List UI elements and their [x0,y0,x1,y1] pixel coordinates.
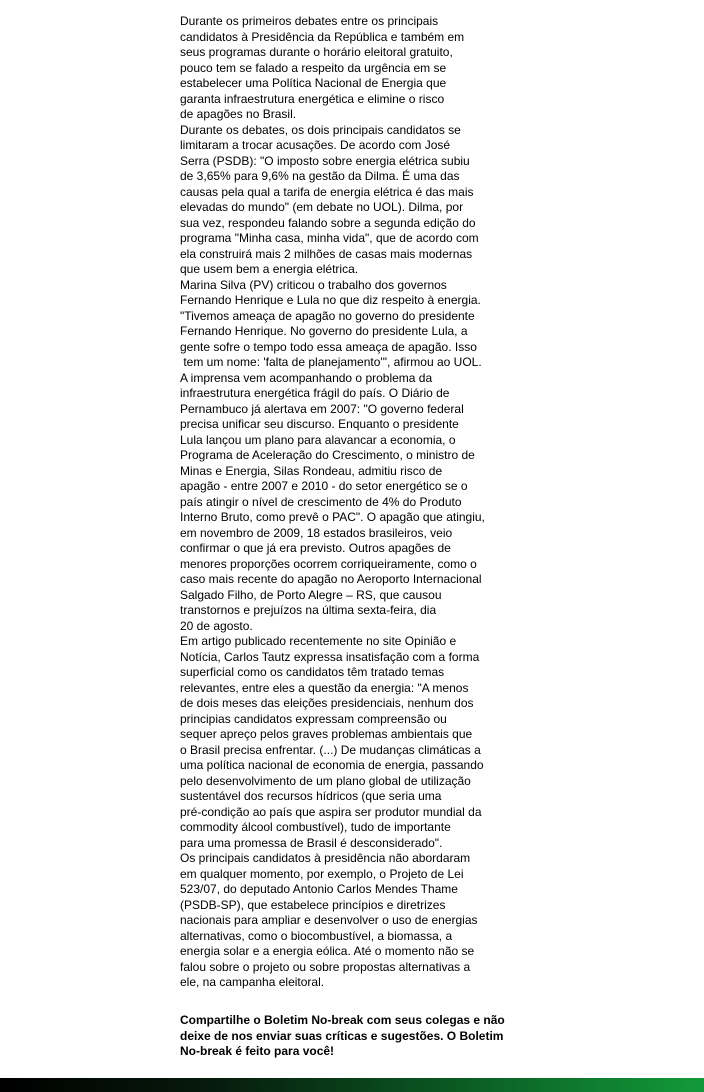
closing-line: No-break é feito para você! [180,1044,335,1058]
article-line: "Tivemos ameaça de apagão no governo do presidente [180,308,475,323]
article-line: em novembro de 2009, 18 estados brasileiros, veio [180,525,453,540]
article-line: Minas e Energia, Silas Rondeau, admitiu risco de [180,463,443,478]
article-line: gente sofre o tempo todo essa ameaça de apagão. Isso [180,339,477,354]
article-line: Pernambuco já alertava em 2007: "O governo federal [180,401,464,416]
article-line: garanta infraestrutura energética e elimine o risco [180,91,445,106]
article-line: seus programas durante o horário eleitoral gratuito, [180,45,453,59]
article-line: relevantes, entre eles a questão da energia: "A menos [180,680,469,695]
article-line: menores proporções ocorrem corriqueiramente, como o [180,556,477,571]
article-line: pelo desenvolvimento de um plano global de utilização [180,773,471,788]
article-line: Lula lançou um plano para alavancar a economia, o [180,432,456,447]
article-line: sua vez, respondeu falando sobre a segunda edição do [180,215,476,230]
article-line: transtornos e prejuízos na última sexta-feira, dia [180,603,437,617]
article-line: que usem bem a energia elétrica. [180,262,359,276]
article-line: em qualquer momento, por exemplo, o Projeto de Lei [180,866,464,881]
article-line: Durante os primeiros debates entre os principais [180,14,439,28]
article-line: causas pela qual a tarifa de energia elétrica é das mais [180,184,474,199]
article-line: 523/07, do deputado Antonio Carlos Mendes Thame [180,882,458,896]
article-line: Programa de Aceleração do Crescimento, o ministro de [180,448,475,462]
closing-line: Compartilhe o Boletim No-break com seus colegas e não [180,1013,505,1027]
article-line: (PSDB-SP), que estabelece princípios e diretrizes [180,897,446,912]
article-line: para uma promessa de Brasil é desconsiderado". [180,835,443,850]
article-line: sequer apreço pelos graves problemas ambientais que [180,727,473,741]
article-line: confirmar o que já era previsto. Outros apagões de [180,541,451,555]
article-line: de 3,65% para 9,6% na gestão da Dilma. É uma das [180,169,460,183]
article-line: Em artigo publicado recentemente no site Opinião e [180,634,457,648]
article-line: Fernando Henrique. No governo do presidente Lula, a [180,324,468,338]
footer-gradient-bar [0,1078,704,1092]
article-line: precisa unificar seu discurso. Enquanto o presidente [180,417,459,431]
article-line: programa "Minha casa, minha vida", que de acordo com [180,231,479,245]
article-line: de apagões no Brasil. [180,107,297,121]
article-line: energia solar e a energia eólica. Até o momento não se [180,944,475,958]
article-line: Marina Silva (PV) criticou o trabalho dos governos [180,277,447,292]
article-line: candidatos à Presidência da República e também em [180,29,465,44]
article-line: elevadas do mundo" (em debate no UOL). Dilma, por [180,200,464,214]
article-body [180,14,510,991]
article-line: A imprensa vem acompanhando o problema da [180,370,433,385]
article-line: caso mais recente do apagão no Aeroporto Internacional [180,572,482,586]
article-line: infraestrutura energética frágil do país. O Diário de [180,386,450,400]
article-line: nacionais para ampliar e desenvolver o uso de energias [180,913,478,927]
article-line: Salgado Filho, de Porto Alegre – RS, que causou [180,587,442,602]
article-line: Fernando Henrique e Lula no que diz respeito à energia. [180,293,481,307]
article-line: de dois meses das eleições presidenciais, nenhum dos [180,696,474,710]
article-line: Os principais candidatos à presidência não abordaram [180,851,471,865]
article-line: o Brasil precisa enfrentar. (...) De mudanças climáticas a [180,742,481,757]
article-line: commodity álcool combustível), tudo de importante [180,820,451,834]
closing-call-to-action [180,1013,510,1060]
article-line: ele, na campanha eleitoral. [180,975,325,989]
article-line: ela construirá mais 2 milhões de casas mais modernas [180,246,473,261]
article-line: estabelecer uma Política Nacional de Energia que [180,76,447,90]
article-line: Serra (PSDB): "O imposto sobre energia elétrica subiu [180,153,470,168]
article-line: superficial como os candidatos têm tratado temas [180,665,445,679]
article-line: Durante os debates, os dois principais candidatos se [180,122,461,137]
article-line: alternativas, como o biocombustível, a biomassa, a [180,928,453,943]
article-line: pré-condição ao país que aspira ser produtor mundial da [180,804,482,819]
article-line: uma política nacional de economia de energia, passando [180,758,484,772]
article-line: Notícia, Carlos Tautz expressa insatisfação com a forma [180,649,480,664]
article-line: apagão - entre 2007 e 2010 - do setor energético se o [180,479,468,493]
article-line: pouco tem se falado a respeito da urgência em se [180,60,447,75]
article-line: sustentável dos recursos hídricos (que seria uma [180,789,442,803]
article-line: Interno Bruto, como prevê o PAC". O apagão que atingiu, [180,510,485,524]
article-line: principias candidatos expressam compreensão ou [180,711,447,726]
article-line: limitaram a trocar acusações. De acordo com José [180,138,451,152]
closing-line: deixe de nos enviar suas críticas e sugestões. O Boletim [180,1028,504,1043]
article-line: falou sobre o projeto ou sobre propostas alternativas a [180,959,471,974]
article-line: 20 de agosto. [180,618,253,633]
article-line: tem um nome: 'falta de planejamento'", afirmou ao UOL. [180,355,482,369]
article-line: país atingir o nível de crescimento de 4% do Produto [180,494,462,509]
